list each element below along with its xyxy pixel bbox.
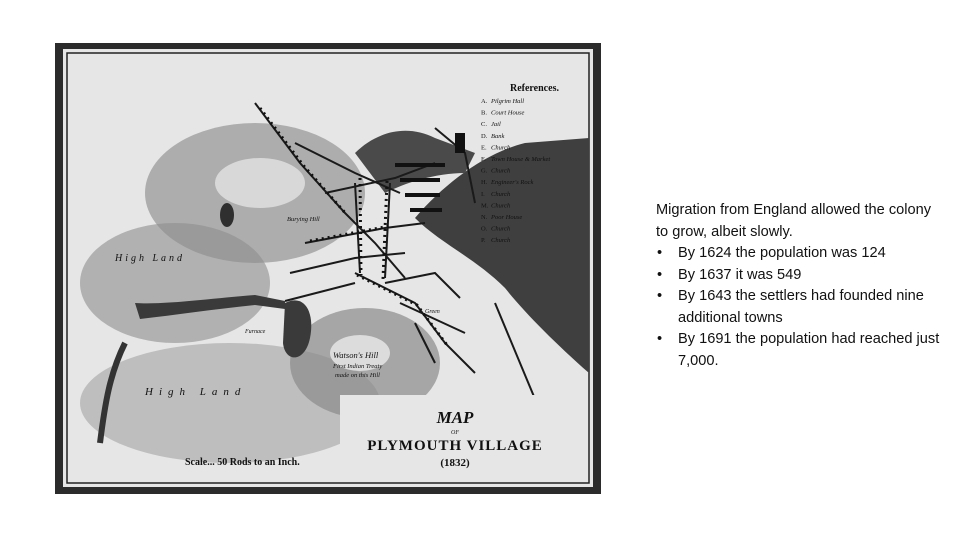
bullet-text: By 1643 the settlers had founded nine additional towns bbox=[678, 288, 924, 326]
map-label-watsons-note-2: made on this Hill bbox=[335, 372, 380, 379]
population-bullet-list bbox=[656, 243, 946, 372]
reference-label: Town House & Market bbox=[491, 156, 551, 163]
reference-label: Court House bbox=[491, 109, 525, 117]
reference-key: O. bbox=[481, 225, 488, 233]
reference-label: Church bbox=[491, 237, 511, 245]
small-pond bbox=[220, 203, 234, 227]
bullet-icon: • bbox=[657, 245, 663, 261]
map-title-main: PLYMOUTH VILLAGE bbox=[367, 438, 543, 454]
reference-key: E. bbox=[481, 144, 487, 152]
reference-key: H. bbox=[481, 179, 488, 187]
bullet-item bbox=[656, 265, 946, 287]
map-cartouche bbox=[340, 395, 550, 477]
bullet-text: By 1624 the population was 124 bbox=[678, 245, 886, 261]
high-land-west-shading bbox=[80, 223, 270, 343]
reference-key: N. bbox=[481, 214, 488, 221]
map-year: (1832) bbox=[440, 457, 470, 469]
plymouth-village-map-image bbox=[55, 43, 601, 494]
reference-label: Jail bbox=[491, 121, 501, 129]
bullet-item bbox=[656, 329, 946, 372]
bullet-text: By 1691 the population had reached just 7,000. bbox=[678, 331, 940, 369]
map-drawing bbox=[55, 43, 601, 494]
bullet-item bbox=[656, 286, 946, 329]
map-label-burying-hill: Burying Hill bbox=[287, 216, 320, 223]
bullet-text: By 1637 it was 549 bbox=[678, 266, 802, 283]
bullet-icon: • bbox=[657, 288, 663, 304]
reference-label: Engineer's Rock bbox=[491, 179, 534, 187]
map-label-watsons-hill: Watson's Hill bbox=[333, 350, 379, 360]
reference-label: Church bbox=[491, 144, 511, 152]
bullet-icon: • bbox=[657, 266, 663, 283]
reference-label: Poor House bbox=[491, 214, 523, 221]
bullet-item bbox=[656, 243, 946, 265]
reference-label: Bank bbox=[491, 132, 505, 140]
reference-key: C. bbox=[481, 121, 487, 129]
map-label-high-land-west: High Land bbox=[115, 253, 186, 264]
map-label-watsons-note-1: First Indian Treaty bbox=[333, 363, 383, 370]
map-label-high-land-south: High Land bbox=[145, 386, 247, 398]
map-label-furnace: Furnace bbox=[245, 329, 266, 335]
reference-label: Church bbox=[491, 167, 511, 175]
hill-crest-north bbox=[215, 158, 305, 208]
reference-key: B. bbox=[481, 109, 487, 117]
map-scale: Scale... 50 Rods to an Inch. bbox=[185, 457, 300, 468]
reference-label: Pilgrim Hall bbox=[491, 98, 525, 105]
reference-label: Church bbox=[491, 225, 511, 233]
reference-key: I. bbox=[481, 190, 485, 198]
map-label-green: Green bbox=[425, 309, 440, 315]
reference-key: D. bbox=[481, 132, 488, 140]
references-title: References. bbox=[510, 83, 559, 94]
reference-label: Church bbox=[491, 202, 511, 210]
map-title-top: MAP bbox=[436, 408, 474, 427]
reference-key: A. bbox=[481, 98, 488, 105]
bullet-icon: • bbox=[657, 331, 663, 347]
slide-text-block bbox=[656, 200, 946, 372]
intro-paragraph: Migration from England allowed the colony to grow, albeit slowly. bbox=[656, 202, 932, 240]
reference-key: P. bbox=[481, 237, 486, 245]
reference-key: G. bbox=[481, 167, 488, 175]
reference-key: M. bbox=[481, 202, 489, 210]
map-title-of: OF bbox=[451, 430, 459, 436]
reference-key: F. bbox=[481, 156, 486, 163]
reference-label: Church bbox=[491, 190, 511, 198]
